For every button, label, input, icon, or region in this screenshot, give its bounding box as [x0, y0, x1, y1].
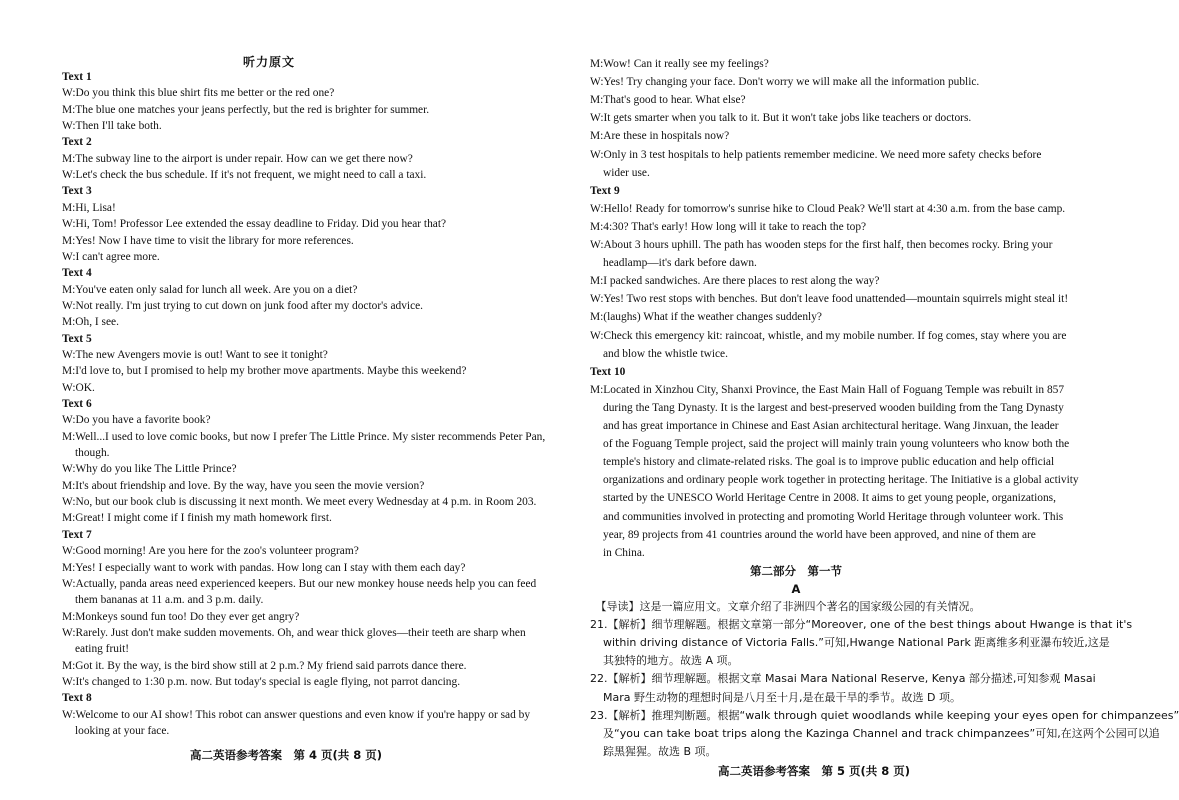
- text-line: and communities involved in protecting and promoting World Heritage through volunteer work. This: [603, 510, 1064, 523]
- section-label: Text 3: [62, 185, 92, 198]
- text-line: 踪黑猩猩。故选 B 项。: [603, 744, 717, 758]
- text-line: Mara 野生动物的理想时间是八月至十月,是在最干旱的季节。故选 D 项。: [603, 690, 961, 704]
- section-heading: 第二部分 第一节: [750, 563, 842, 578]
- text-line: W:Do you have a favorite book?: [62, 414, 211, 427]
- text-line: W:Rarely. Just don't make sudden movements. Oh, and wear thick gloves—their teeth are sharp when: [62, 626, 526, 639]
- text-line: within driving distance of Victoria Falls.”可知,Hwange National Park 距离维多利亚瀑布较近,这是: [603, 636, 1110, 650]
- text-line: 22.【解析】细节理解题。根据文章 Masai Mara National Reserve, Kenya 部分描述,可知参观 Masai: [590, 672, 1096, 686]
- right-page-footer: 高二英语参考答案 第 5 页(共 8 页): [718, 764, 911, 778]
- text-line: W:Yes! Two rest stops with benches. But don't leave food unattended—mountain squirrels might steal it!: [590, 293, 1069, 306]
- text-line: W:About 3 hours uphill. The path has wooden steps for the first half, then becomes rocky. Bring your: [590, 239, 1053, 251]
- text-line: W:Good morning! Are you here for the zoo's volunteer program?: [62, 545, 359, 558]
- text-line: W:Check this emergency kit: raincoat, whistle, and my mobile number. If fog comes, stay where you are: [590, 329, 1067, 342]
- text-line: W:Then I'll take both.: [62, 120, 162, 133]
- text-line: M:I packed sandwiches. Are there places to rest along the way?: [590, 275, 880, 288]
- text-line: M:Well...I used to love comic books, but now I prefer The Little Prince. My sister recommends Peter Pan,: [62, 430, 546, 443]
- text-line: temple's history and climate-related risks. The goal is to improve public education and help official: [603, 456, 1055, 469]
- text-line: W:OK.: [62, 381, 95, 394]
- text-line: of the Foguang Temple project, said the project will mainly train young volunteers who know both the: [603, 438, 1070, 451]
- text-line: W:Yes! Try changing your face. Don't worry we will make all the information public.: [590, 76, 980, 89]
- text-line: W:Let's check the bus schedule. If it's not frequent, we might need to call a taxi.: [62, 169, 427, 182]
- page-heading: 听力原文: [242, 55, 295, 69]
- text-line: M:Monkeys sound fun too! Do they ever get angry?: [62, 610, 300, 623]
- text-line: W:Not really. I'm just trying to cut down on junk food after my doctor's advice.: [62, 299, 424, 312]
- text-line: M:Got it. By the way, is the bird show still at 2 p.m.? My friend said parrots dance there.: [62, 659, 467, 672]
- text-line: M:You've eaten only salad for lunch all week. Are you on a diet?: [62, 283, 358, 296]
- text-line: M:That's good to hear. What else?: [590, 94, 746, 107]
- text-line: M:4:30? That's early! How long will it take to reach the top?: [590, 220, 867, 233]
- text-line: 【导读】这是一篇应用文。文章介绍了非洲四个著名的国家级公园的有关情况。: [590, 600, 981, 613]
- text-line: year, 89 projects from 41 countries around the world have been approved, and nine of them are: [603, 528, 1036, 541]
- text-line: M:Great! I might come if I finish my math homework first.: [62, 512, 332, 525]
- text-line: in China.: [603, 546, 645, 559]
- text-line: though.: [75, 447, 110, 460]
- section-label: Text 9: [590, 184, 620, 197]
- text-line: M:The blue one matches your jeans perfectly, but the red is brighter for summer.: [62, 103, 430, 116]
- section-heading: A: [791, 581, 801, 596]
- text-line: M:Oh, I see.: [62, 316, 119, 329]
- section-label: Text 6: [62, 398, 92, 410]
- text-line: W:Hello! Ready for tomorrow's sunrise hike to Cloud Peak? We'll start at 4:30 a.m. from the base camp.: [590, 202, 1066, 215]
- text-line: 21.【解析】细节理解题。根据文章第一部分“Moreover, one of the best things about Hwange is that it's: [590, 618, 1133, 632]
- text-line: M:Hi, Lisa!: [62, 201, 116, 214]
- text-line: organizations and ordinary people work together in protecting heritage. The Initiative is a global activity: [603, 474, 1079, 487]
- text-line: M:I'd love to, but I promised to help my brother move apartments. Maybe this weekend?: [62, 365, 467, 378]
- text-line: wider use.: [603, 166, 650, 179]
- section-label: Text 8: [62, 692, 92, 705]
- text-line: W:Actually, panda areas need experienced keepers. But our new monkey house needs help you can feed: [62, 577, 537, 590]
- text-line: W:Why do you like The Little Prince?: [62, 463, 237, 476]
- text-line: during the Tang Dynasty. It is the largest and best-preserved wooden building from the Tang Dynasty: [603, 401, 1064, 414]
- section-label: Text 7: [62, 528, 92, 541]
- section-label: Text 5: [62, 332, 92, 345]
- section-label: Text 1: [62, 71, 92, 83]
- text-line: W:The new Avengers movie is out! Want to see it tonight?: [62, 348, 328, 361]
- text-line: 其独特的地方。故选 A 项。: [603, 654, 739, 668]
- text-line: headlamp—it's dark before dawn.: [603, 257, 757, 270]
- section-label: Text 10: [590, 365, 626, 378]
- text-line: W:I can't agree more.: [62, 250, 160, 263]
- text-line: M:Yes! Now I have time to visit the library for more references.: [62, 234, 354, 247]
- text-line: W:Hi, Tom! Professor Lee extended the essay deadline to Friday. Did you hear that?: [62, 218, 447, 231]
- text-line: and has great importance in Chinese and East Asian architectural heritage. Wang Jinxuan, the leader: [603, 420, 1059, 432]
- text-line: W:It gets smarter when you talk to it. But it won't take jobs like teachers or doctors.: [590, 112, 972, 125]
- text-line: started by the UNESCO World Heritage Centre in 2008. It aims to get young people, organizations,: [603, 492, 1056, 505]
- section-label: Text 4: [62, 267, 92, 280]
- text-line: M:The subway line to the airport is under repair. How can we get there now?: [62, 152, 413, 165]
- text-line: eating fruit!: [75, 643, 130, 656]
- text-line: W:Welcome to our AI show! This robot can answer questions and even know if you're happy or sad by: [62, 708, 531, 721]
- text-line: M:(laughs) What if the weather changes suddenly?: [590, 311, 822, 324]
- text-line: 及“you can take boat trips along the Kazinga Channel and track chimpanzees”可知,在这两个公园可以追: [603, 726, 1160, 740]
- text-line: them bananas at 11 a.m. and 3 p.m. daily.: [75, 594, 264, 607]
- text-line: W:It's changed to 1:30 p.m. now. But today's special is eagle flying, not parrot dancing.: [62, 675, 461, 688]
- text-line: W:No, but our book club is discussing it next month. We meet every Wednesday at 4 p.m. in Room 203.: [62, 496, 537, 509]
- text-line: M:Wow! Can it really see my feelings?: [590, 58, 769, 70]
- text-line: W:Only in 3 test hospitals to help patients remember medicine. We need more safety checks before: [590, 148, 1042, 161]
- text-line: W:Do you think this blue shirt fits me better or the red one?: [62, 87, 335, 100]
- text-line: M:Located in Xinzhou City, Shanxi Province, the East Main Hall of Foguang Temple was rebuilt in 857: [590, 383, 1065, 396]
- left-page-footer: 高二英语参考答案 第 4 页(共 8 页): [190, 748, 383, 762]
- text-line: M:Are these in hospitals now?: [590, 130, 730, 143]
- section-label: Text 2: [62, 136, 92, 149]
- text-line: looking at your face.: [75, 725, 170, 737]
- text-line: and blow the whistle twice.: [603, 347, 728, 360]
- text-line: M:Yes! I especially want to work with pandas. How long can I stay with them each day?: [62, 561, 466, 574]
- text-line: 23.【解析】推理判断题。根据“walk through quiet woodlands while keeping your eyes open for chimpanzees”: [590, 708, 1179, 722]
- text-line: M:It's about friendship and love. By the way, have you seen the movie version?: [62, 479, 425, 492]
